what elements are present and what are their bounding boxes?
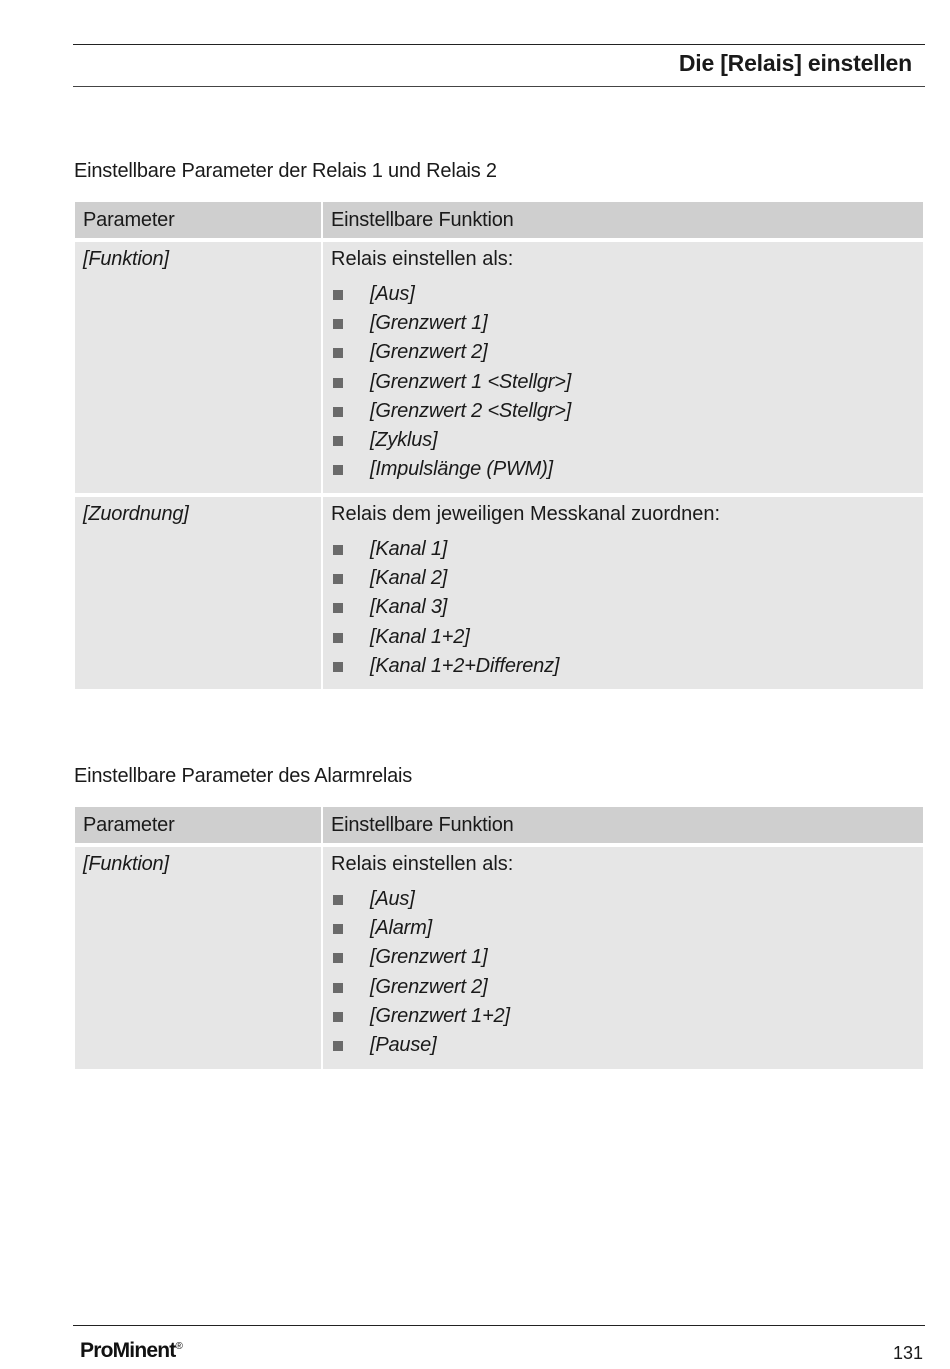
brand-name: ProMinent bbox=[80, 1339, 176, 1362]
parameter-cell bbox=[75, 847, 321, 1069]
list-item: [Zyklus] bbox=[331, 427, 915, 456]
page-number: 131 bbox=[892, 1343, 923, 1363]
table-header-row bbox=[75, 807, 923, 843]
list-item: [Aus] bbox=[331, 281, 915, 310]
list-item: [Impulslänge (PWM)] bbox=[331, 456, 915, 485]
list-item: [Grenzwert 2] bbox=[331, 974, 915, 1003]
list-item: [Grenzwert 2] bbox=[331, 339, 915, 368]
table-row bbox=[75, 847, 923, 1069]
section-heading-alarmrelais: Einstellbare Parameter des Alarmrelais bbox=[74, 765, 413, 787]
header-top-rule bbox=[73, 44, 925, 45]
table-row bbox=[75, 497, 923, 689]
list-item: [Grenzwert 1] bbox=[331, 944, 915, 973]
function-cell bbox=[323, 847, 923, 1069]
header-bottom-rule bbox=[73, 86, 925, 87]
list-item: [Grenzwert 2 <Stellgr>] bbox=[331, 398, 915, 427]
parameter-cell bbox=[75, 497, 321, 689]
list-item: [Kanal 2] bbox=[331, 565, 915, 594]
function-cell bbox=[323, 242, 923, 493]
list-item: [Alarm] bbox=[331, 915, 915, 944]
list-item: [Aus] bbox=[331, 886, 915, 915]
list-item: [Pause] bbox=[331, 1032, 915, 1061]
column-header-parameter: Parameter bbox=[75, 202, 321, 238]
parameter-name: [Funktion] bbox=[83, 248, 169, 270]
parameter-name: [Funktion] bbox=[83, 853, 169, 875]
column-header-parameter: Parameter bbox=[75, 807, 321, 843]
option-list bbox=[331, 536, 915, 682]
table-row bbox=[75, 242, 923, 493]
alarmrelais-parameter-table bbox=[73, 803, 925, 1073]
list-item: [Kanal 1+2+Differenz] bbox=[331, 653, 915, 682]
column-header-function: Einstellbare Funktion bbox=[323, 202, 923, 238]
list-item: [Grenzwert 1+2] bbox=[331, 1003, 915, 1032]
table-header-row bbox=[75, 202, 923, 238]
registered-mark: ® bbox=[175, 1341, 183, 1352]
list-item: [Kanal 1+2] bbox=[331, 624, 915, 653]
page-title: Die [Relais] einstellen bbox=[678, 50, 912, 76]
parameter-name: [Zuordnung] bbox=[83, 503, 189, 525]
function-description: Relais einstellen als: bbox=[331, 853, 514, 875]
footer-rule bbox=[73, 1325, 925, 1326]
list-item: [Kanal 1] bbox=[331, 536, 915, 565]
relais-parameter-table bbox=[73, 198, 925, 693]
function-description: Relais einstellen als: bbox=[331, 248, 514, 270]
function-cell bbox=[323, 497, 923, 689]
option-list bbox=[331, 886, 915, 1061]
function-description: Relais dem jeweiligen Messkanal zuordnen: bbox=[331, 503, 721, 525]
column-header-function: Einstellbare Funktion bbox=[323, 807, 923, 843]
parameter-cell bbox=[75, 242, 321, 493]
prominent-logo bbox=[80, 1339, 182, 1363]
section-heading-relais: Einstellbare Parameter der Relais 1 und Relais 2 bbox=[74, 160, 497, 182]
list-item: [Grenzwert 1] bbox=[331, 310, 915, 339]
option-list bbox=[331, 281, 915, 485]
list-item: [Grenzwert 1 <Stellgr>] bbox=[331, 369, 915, 398]
list-item: [Kanal 3] bbox=[331, 594, 915, 623]
